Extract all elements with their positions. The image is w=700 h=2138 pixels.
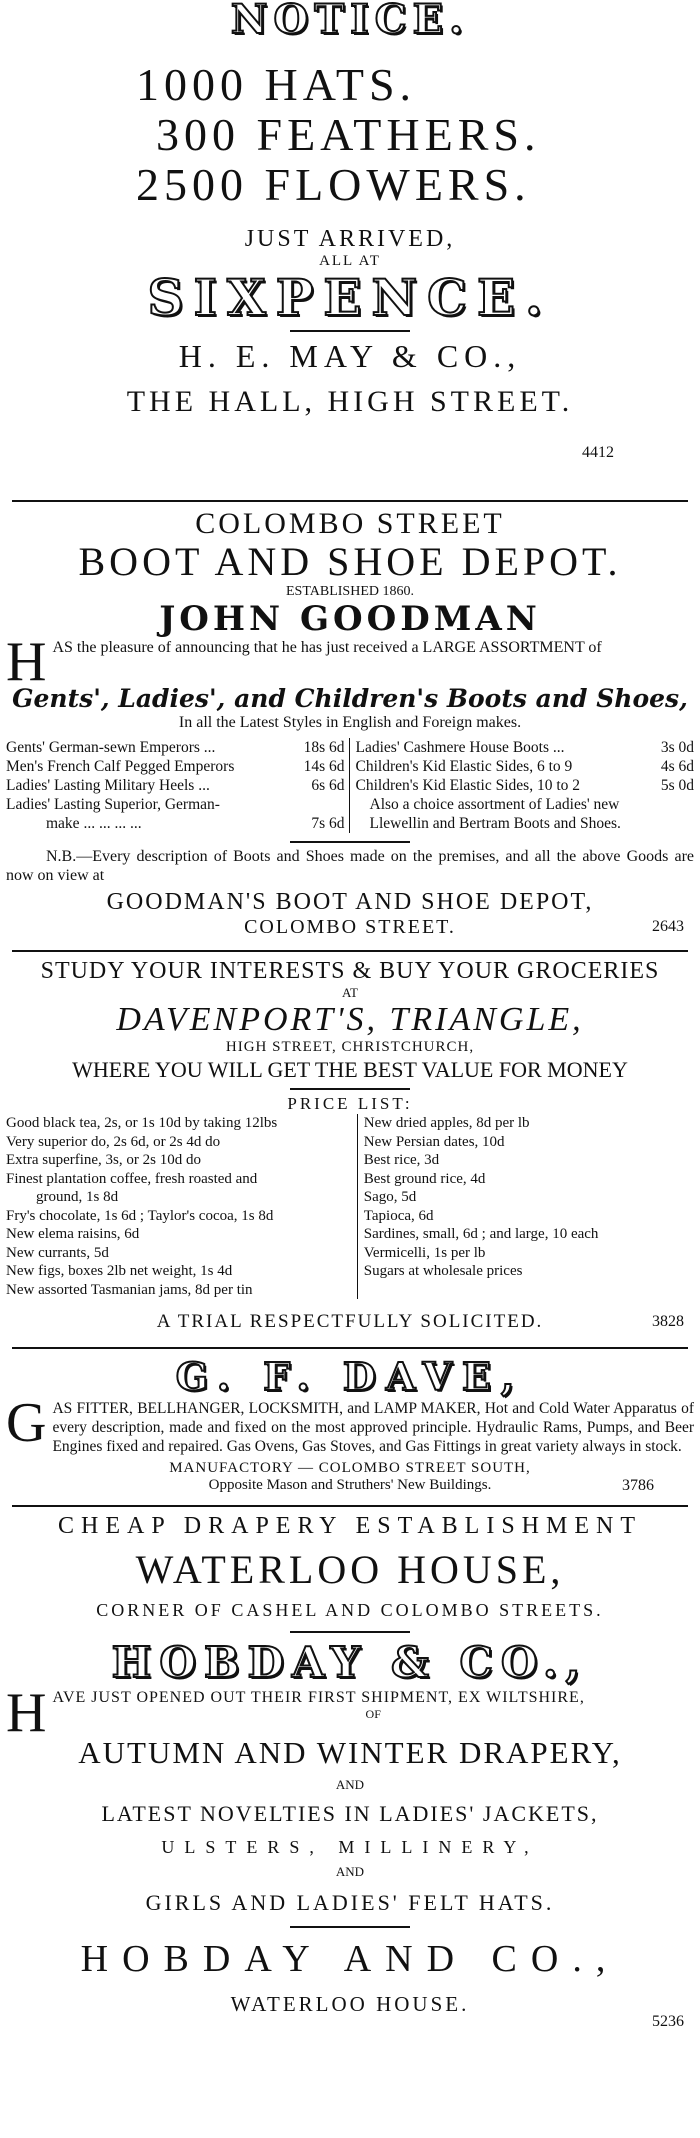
section-rule (12, 500, 688, 502)
intro-text: AS the pleasure of announcing that he has just received a LARGE ASSORTMENT of (52, 639, 602, 656)
flowers-line: 2500 FLOWERS. (136, 159, 531, 210)
grocery-item: New assorted Tasmanian jams, 8d per tin (6, 1281, 253, 1298)
felt-hats-line: GIRLS AND LADIES' FELT HATS. (145, 1890, 555, 1915)
grocery-item: Tapioca, 6d (363, 1207, 434, 1224)
hobday-footer-name: HOBDAY AND CO., (80, 1938, 620, 1980)
trial-line: A TRIAL RESPECTFULLY SOLICITED. (156, 1311, 544, 1332)
depot-name: GOODMAN'S BOOT AND SHOE DEPOT, (106, 889, 594, 915)
proprietor-name: JOHN GOODMAN (159, 599, 541, 639)
grocery-item: Best rice, 3d (363, 1152, 440, 1168)
ad-ref-number: 2643 (652, 918, 684, 935)
grocery-item: New dried apples, 8d per lb (363, 1115, 530, 1131)
grocery-item: Finest plantation coffee, fresh roasted and (6, 1170, 258, 1187)
novelties-line: LATEST NOVELTIES IN LADIES' JACKETS, (101, 1801, 599, 1826)
of-line: OF (365, 1707, 381, 1721)
at-line: AT (342, 985, 358, 1000)
section-rule (12, 1347, 688, 1349)
divider (290, 1631, 410, 1633)
grocer-slogan: WHERE YOU WILL GET THE BEST VALUE FOR MONEY (72, 1057, 628, 1082)
grocery-item: Sardines, small, 6d ; and large, 10 each (363, 1226, 599, 1242)
waterloo-footer: WATERLOO HOUSE. (230, 1992, 470, 2016)
ad-ref-number: 3786 (622, 1477, 654, 1494)
divider (290, 1926, 410, 1928)
depot-title: BOOT AND SHOE DEPOT. (78, 539, 622, 584)
opposite-line: Opposite Mason and Struthers' New Buildings. (208, 1477, 492, 1493)
ad-gas-fitter (6, 1355, 694, 1499)
price-row: Children's Kid Elastic Sides, 6 to 9 4s 6d (355, 758, 694, 775)
grocery-item: Extra superfine, 3s, or 2s 10d do (6, 1152, 201, 1168)
ad-davenports-groceries (6, 958, 694, 1341)
grocery-item: Sago, 5d (363, 1189, 417, 1205)
fitter-name: G. F. DAVE, (175, 1354, 525, 1399)
grocery-item: ground, 1s 8d (36, 1189, 119, 1205)
drop-cap: G (6, 1399, 47, 1454)
all-at: ALL AT (319, 253, 381, 269)
just-arrived: JUST ARRIVED, (244, 226, 456, 252)
sixpence-heading: SIXPENCE. (147, 268, 553, 327)
divider (290, 841, 410, 843)
notice-heading: NOTICE. (230, 0, 470, 43)
boot-price-list (6, 738, 694, 833)
fitter-text-block (6, 1399, 694, 1456)
grocery-item: New elema raisins, 6d (6, 1226, 140, 1242)
price-row: Men's French Calf Pegged Emperors 14s 6d (6, 758, 345, 775)
corner-line: CORNER OF CASHEL AND COLOMBO STREETS. (96, 1600, 604, 1620)
ad-ref-number: 4412 (582, 444, 614, 461)
ad-ref-number: 5236 (652, 2013, 684, 2030)
hobday-heading: HOBDAY & CO., (111, 1638, 589, 1687)
house-name: WATERLOO HOUSE, (135, 1547, 565, 1592)
shipment-line: AVE JUST OPENED OUT THEIR FIRST SHIPMENT, EX WILTSHIRE, (52, 1689, 585, 1706)
trial-footer (6, 1311, 694, 1341)
grocery-price-list (6, 1114, 694, 1299)
price-row: Ladies' Cashmere House Boots ... 3s 0d (355, 739, 694, 756)
price-row: Also a choice assortment of Ladies' new (369, 796, 620, 813)
intro-block (6, 638, 694, 684)
divider (290, 330, 410, 332)
grocery-item: New Persian dates, 10d (363, 1133, 505, 1150)
feathers-line: 300 FEATHERS. (156, 109, 541, 160)
depot-footer (6, 916, 694, 944)
and-line: AND (335, 1777, 365, 1792)
section-rule (12, 950, 688, 952)
grocery-item: Vermicelli, 1s per lb (363, 1244, 486, 1261)
grocery-item: New currants, 5d (6, 1244, 109, 1261)
drapery-line: AUTUMN AND WINTER DRAPERY, (78, 1735, 622, 1770)
fitter-footer (6, 1477, 694, 1499)
fitter-description: AS FITTER, BELLHANGER, LOCKSMITH, and LAMP MAKER, Hot and Cold Water Apparatus of every description, made and fixed on the most approved principle. Hydraulic Rams, Pumps, and Beer Engines fixed and repaired. Gas Ovens, Gas Stoves, and Gas Fittings in great variety always in stock. (52, 1400, 694, 1455)
ad-waterloo-house (6, 1513, 694, 2030)
price-row: Gents' German-sewn Emperors ... 18s 6d (6, 739, 345, 756)
drapery-headline: CHEAP DRAPERY ESTABLISHMENT (57, 1513, 642, 1539)
price-list-title: PRICE LIST: (287, 1094, 413, 1113)
groceries-headline: STUDY YOUR INTERESTS & BUY YOUR GROCERIES (40, 958, 660, 984)
grocery-item: Fry's chocolate, 1s 6d ; Taylor's cocoa, 1s 8d (6, 1207, 274, 1224)
grocery-list-left (6, 1114, 358, 1299)
drop-cap: H (6, 638, 47, 684)
section-rule (12, 1505, 688, 1507)
ad-hats-notice (6, 0, 694, 470)
established: ESTABLISHED 1860. (286, 584, 414, 599)
ad-ref-number: 3828 (652, 1313, 684, 1330)
nb-note: N.B.—Every description of Boots and Shoes made on the premises, and all the above Goods are now on view at (6, 848, 694, 884)
styles-line: In all the Latest Styles in English and Foreign makes. (178, 714, 522, 731)
shipment-block (6, 1689, 694, 1735)
grocery-item: Very superior do, 2s 6d, or 2s 4d do (6, 1133, 221, 1150)
price-list-left (6, 738, 350, 833)
firm-address: THE HALL, HIGH STREET. (126, 385, 574, 418)
goods-line: Gents', Ladies', and Children's Boots and Shoes, (12, 684, 688, 713)
price-row: Children's Kid Elastic Sides, 10 to 2 5s 0d (355, 777, 694, 794)
grocery-item: Best ground rice, 4d (363, 1170, 486, 1187)
grocer-name: DAVENPORT'S, TRIANGLE, (116, 1001, 584, 1038)
drop-cap: H (6, 1689, 47, 1735)
hats-line: 1000 HATS. (136, 59, 417, 110)
grocery-item: Sugars at wholesale prices (363, 1263, 523, 1279)
price-row: make ... ... ... ... 7s 6d (46, 815, 345, 832)
and-line: AND (335, 1864, 365, 1879)
grocery-list-right (358, 1114, 694, 1299)
depot-street-footer: COLOMBO STREET. (244, 916, 456, 938)
divider (290, 1088, 410, 1090)
price-list-right (350, 738, 695, 833)
manufactory-line: MANUFACTORY — COLOMBO STREET SOUTH, (169, 1460, 531, 1476)
grocery-item: New figs, boxes 2lb net weight, 1s 4d (6, 1263, 233, 1279)
firm-name: H. E. MAY & CO., (178, 338, 522, 374)
price-row: Llewellin and Bertram Boots and Shoes. (369, 815, 621, 832)
grocer-address: HIGH STREET, CHRISTCHURCH, (225, 1039, 475, 1055)
price-row: Ladies' Lasting Military Heels ... 6s 6d (6, 777, 345, 794)
ulsters-line: ULSTERS, MILLINERY, (161, 1837, 539, 1857)
grocery-item: Good black tea, 2s, or 1s 10d by taking 12lbs (6, 1115, 278, 1131)
ad-boot-shoe-depot (6, 508, 694, 944)
price-row: Ladies' Lasting Superior, German- (6, 796, 220, 813)
depot-street: COLOMBO STREET (195, 507, 505, 540)
